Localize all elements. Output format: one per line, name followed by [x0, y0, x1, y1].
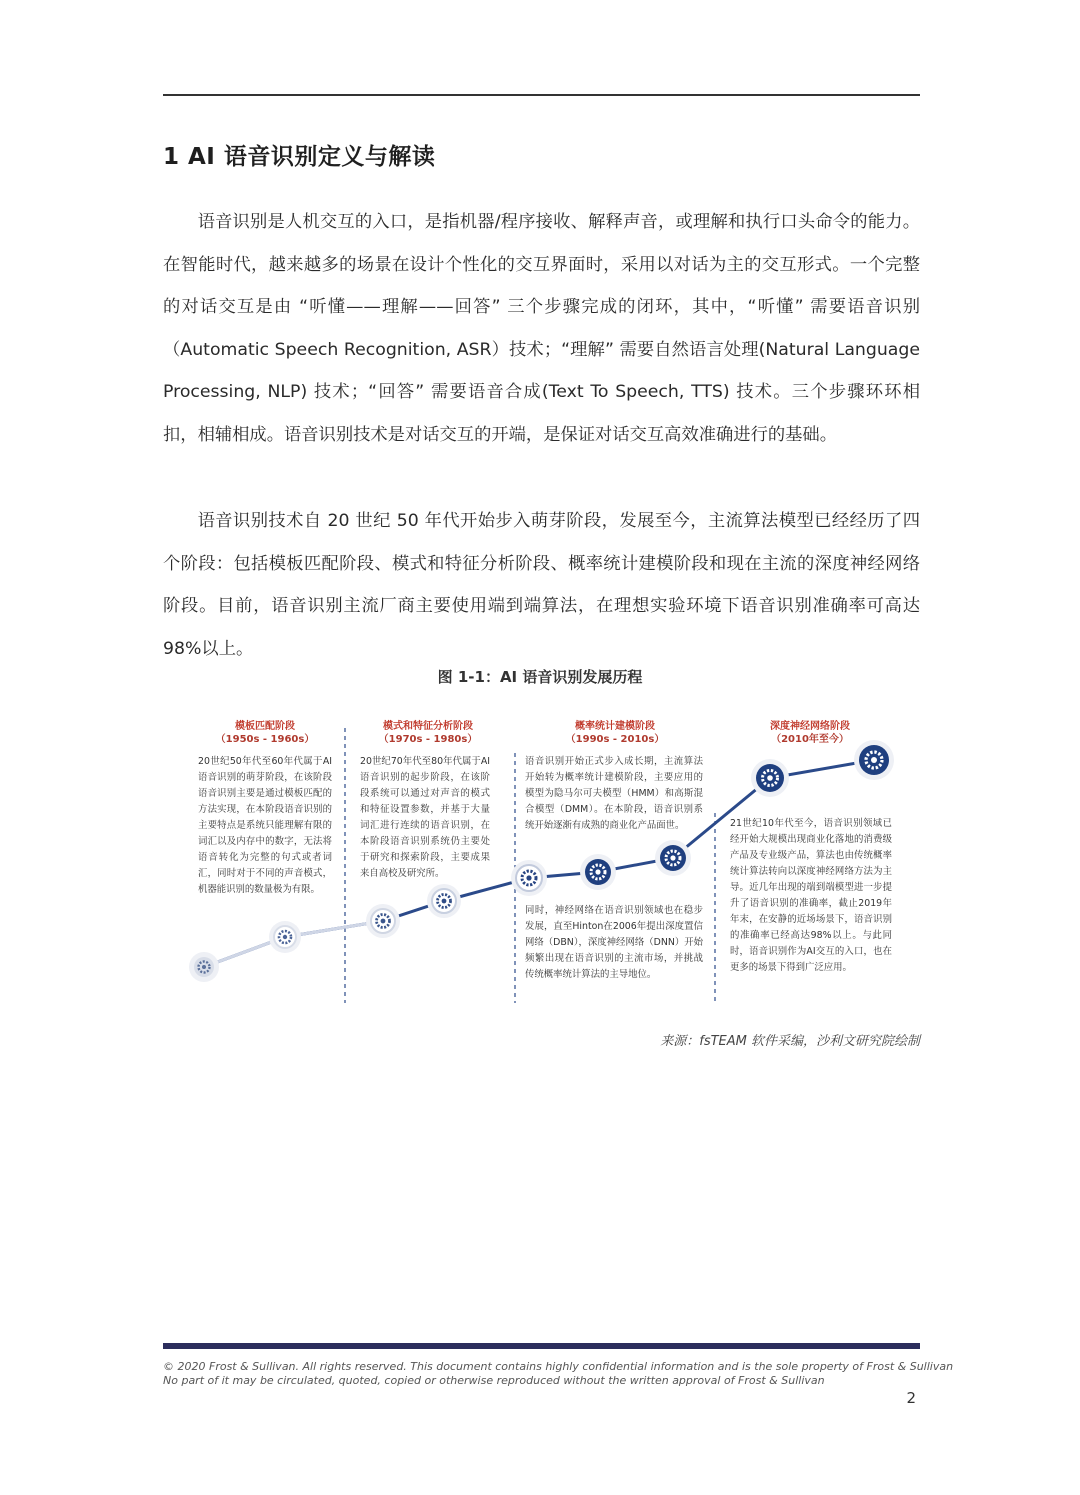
stage-1-description: 20世纪50年代至60年代属于AI语音识别的萌芽阶段，在该阶段语音识别主要是通过模板匹配的方法实现，在本阶段语音识别的主要特点是系统只能理解有限的词汇以及内存中的数字，无法将语音转化为完整的句式或者词汇，同时对于不同的声音模式，机器能识别的数量极为有限。 [198, 756, 332, 895]
stage-2-name: 模式和特征分析阶段 [383, 721, 473, 732]
gear-node-5 [511, 860, 547, 896]
gear-node-1 [189, 952, 219, 982]
paragraph-history: 语音识别技术自 20 世纪 50 年代开始步入萌芽阶段，发展至今，主流算法模型已经经历了四个阶段：包括模板匹配阶段、模式和特征分析阶段、概率统计建模阶段和现在主流的深度神经网络阶段。目前，语音识别主流厂商主要使用端到端算法，在理想实验环境下语音识别准确率可高达 98%以上。 [163, 511, 920, 659]
stage-3-description-2: 同时，神经网络在语音识别领域也在稳步发展，直至Hinton在2006年提出深度置信网络（DBN），深度神经网络（DNN）开始频繁出现在语音识别的主流市场，并挑战传统概率统计算法的主导地位。 [525, 905, 703, 980]
timeline-figure [180, 708, 920, 1018]
figure-source: 来源：fsTEAM 软件采编，沙利文研究院绘制 [660, 1034, 920, 1049]
stage-4-description: 21世纪10年代至今，语音识别领域已经开始大规模出现商业化落地的消费级产品及专业级产品，算法也由传统概率统计算法转向以深度神经网络方法为主导。近几年出现的端到端模型进一步提升了语音识别的准确率，截止2019年年末，在安静的近场场景下，语音识别的准确率已经高达98%以上。与此同时，语音识别作为AI交互的入口，也在更多的场景下得到广泛应用。 [730, 818, 892, 973]
section-title: 1 AI 语音识别定义与解读 [163, 144, 436, 170]
footer-rule [163, 1343, 920, 1349]
figure-caption: 图 1-1：AI 语音识别发展历程 [437, 668, 643, 686]
copyright-line-1: © 2020 Frost & Sullivan. All rights reserved. This document contains highly confidential information and is the sole property of Frost & Sullivan [163, 1360, 954, 1373]
stage-3-name: 概率统计建模阶段 [575, 721, 655, 732]
gear-node-3 [366, 904, 400, 938]
copyright-line-2: No part of it may be circulated, quoted, copied or otherwise reproduced without the written approval of Frost & Sullivan [163, 1374, 825, 1387]
gear-node-7 [655, 840, 691, 876]
gear-node-4 [427, 884, 461, 918]
copyright-notice [163, 1360, 953, 1388]
gear-node-8 [751, 759, 789, 797]
header-rule [163, 94, 920, 96]
stage-1-heading [200, 720, 330, 746]
stage-2-years: （1970s - 1980s） [378, 734, 478, 745]
stage-4-name: 深度神经网络阶段 [770, 721, 850, 732]
stage-4-heading [745, 720, 875, 746]
gear-node-9 [854, 740, 894, 780]
stage-3-heading [525, 720, 705, 746]
stage-1-years: （1950s - 1960s） [215, 734, 315, 745]
stage-3-years: （1990s - 2010s） [565, 734, 665, 745]
stage-2-description: 20世纪70年代至80年代属于AI语音识别的起步阶段，在该阶段系统可以通过对声音的模式和特征设置参数，并基于大量词汇进行连续的语音识别，在本阶段语音识别系统仍主要处于研究和探索阶段，主要成果来自高校及研究所。 [360, 756, 490, 879]
stage-3-description: 语音识别开始正式步入成长期，主流算法开始转为概率统计建模阶段，主要应用的模型为隐马尔可夫模型（HMM）和高斯混合模型（DMM）。在本阶段，语音识别系统开始逐渐有成熟的商业化产品面世。 [525, 756, 703, 831]
page-number: 2 [906, 1389, 916, 1407]
stage-4-years: （2010年至今） [771, 734, 849, 745]
gear-node-6 [580, 854, 616, 890]
stage-2-heading [360, 720, 496, 746]
paragraph-definition: 语音识别是人机交互的入口，是指机器/程序接收、解释声音，或理解和执行口头命令的能力。在智能时代，越来越多的场景在设计个性化的交互界面时，采用以对话为主的交互形式。一个完整的对话交互是由 “听懂——理解——回答” 三个步骤完成的闭环，其中，“听懂” 需要语音识别（Automatic Speech Recognition, ASR）技术；“理解” 需要自然语言处理(Natural Language Processing, NLP) 技术；“回答” 需要语音合成(Text To Speech, TTS) 技术。三个步骤环环相扣，相辅相成。语音识别技术是对话交互的开端，是保证对话交互高效准确进行的基础。 [163, 212, 920, 445]
stage-1-name: 模板匹配阶段 [235, 721, 295, 732]
gear-node-2 [269, 921, 301, 953]
